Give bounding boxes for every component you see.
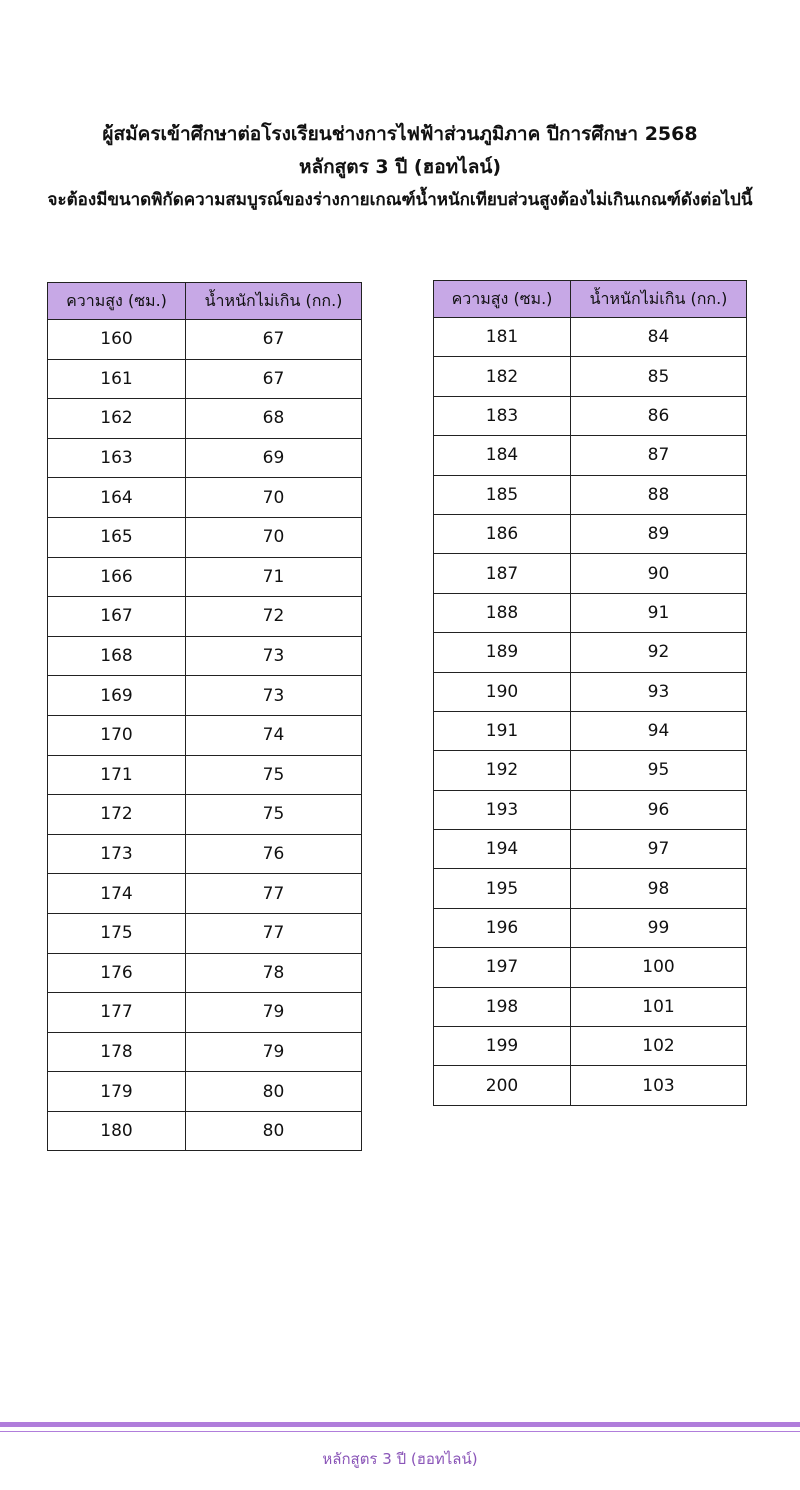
- table-row: [48, 795, 362, 835]
- weight-cell: 69: [186, 438, 362, 478]
- height-cell: 176: [48, 953, 186, 993]
- weight-cell: 79: [186, 993, 362, 1033]
- table-row: [434, 830, 747, 869]
- table-row: [434, 672, 747, 711]
- height-weight-table-left: [47, 282, 362, 1151]
- table-row: [48, 1111, 362, 1151]
- height-cell: 184: [434, 436, 571, 475]
- weight-cell: 101: [571, 987, 747, 1026]
- weight-cell: 96: [571, 790, 747, 829]
- weight-cell: 84: [571, 318, 747, 357]
- height-cell: 197: [434, 948, 571, 987]
- table-row: [434, 593, 747, 632]
- height-cell: 181: [434, 318, 571, 357]
- table-row: [434, 948, 747, 987]
- table-row: [48, 557, 362, 597]
- height-cell: 172: [48, 795, 186, 835]
- weight-cell: 86: [571, 396, 747, 435]
- footer-divider-thick: [0, 1422, 800, 1427]
- height-cell: 160: [48, 320, 186, 360]
- table-row: [434, 436, 747, 475]
- table-row: [48, 993, 362, 1033]
- height-cell: 174: [48, 874, 186, 914]
- height-cell: 198: [434, 987, 571, 1026]
- table-row: [434, 987, 747, 1026]
- height-cell: 161: [48, 359, 186, 399]
- height-cell: 169: [48, 676, 186, 716]
- column-header-height: ความสูง (ซม.): [434, 281, 571, 318]
- height-cell: 162: [48, 399, 186, 439]
- table-row: [434, 318, 747, 357]
- weight-cell: 103: [571, 1066, 747, 1105]
- weight-cell: 100: [571, 948, 747, 987]
- weight-cell: 92: [571, 633, 747, 672]
- weight-cell: 94: [571, 711, 747, 750]
- column-header-weight: น้ำหนักไม่เกิน (กก.): [571, 281, 747, 318]
- weight-cell: 74: [186, 715, 362, 755]
- weight-cell: 75: [186, 795, 362, 835]
- table-row: [48, 517, 362, 557]
- table-row: [434, 908, 747, 947]
- document-subtitle: หลักสูตร 3 ปี (ฮอทไลน์): [298, 156, 502, 178]
- weight-cell: 99: [571, 908, 747, 947]
- table-header-row: [48, 283, 362, 320]
- table-row: [48, 834, 362, 874]
- weight-cell: 72: [186, 597, 362, 637]
- weight-cell: 93: [571, 672, 747, 711]
- weight-cell: 80: [186, 1111, 362, 1151]
- weight-cell: 67: [186, 320, 362, 360]
- height-cell: 188: [434, 593, 571, 632]
- weight-cell: 89: [571, 514, 747, 553]
- height-cell: 180: [48, 1111, 186, 1151]
- weight-cell: 75: [186, 755, 362, 795]
- height-cell: 182: [434, 357, 571, 396]
- weight-cell: 77: [186, 913, 362, 953]
- column-header-height: ความสูง (ซม.): [48, 283, 186, 320]
- weight-cell: 78: [186, 953, 362, 993]
- height-cell: 175: [48, 913, 186, 953]
- height-cell: 178: [48, 1032, 186, 1072]
- table-row: [434, 1066, 747, 1105]
- table-row: [48, 399, 362, 439]
- document-description: จะต้องมีขนาดพิกัดความสมบูรณ์ของร่างกายเกณฑ์น้ำหนักเทียบส่วนสูงต้องไม่เกินเกณฑ์ดังต่อไปนี้: [47, 190, 753, 210]
- weight-cell: 80: [186, 1072, 362, 1112]
- weight-cell: 71: [186, 557, 362, 597]
- weight-cell: 88: [571, 475, 747, 514]
- document-title: ผู้สมัครเข้าศึกษาต่อโรงเรียนช่างการไฟฟ้าส่วนภูมิภาค ปีการศึกษา 2568: [102, 123, 698, 145]
- height-cell: 196: [434, 908, 571, 947]
- weight-cell: 98: [571, 869, 747, 908]
- table-row: [48, 438, 362, 478]
- weight-cell: 70: [186, 478, 362, 518]
- height-cell: 170: [48, 715, 186, 755]
- height-cell: 165: [48, 517, 186, 557]
- height-cell: 164: [48, 478, 186, 518]
- weight-cell: 73: [186, 636, 362, 676]
- weight-cell: 70: [186, 517, 362, 557]
- table-row: [48, 874, 362, 914]
- table-row: [434, 1027, 747, 1066]
- table-row: [48, 715, 362, 755]
- table-row: [434, 554, 747, 593]
- height-cell: 199: [434, 1027, 571, 1066]
- height-cell: 167: [48, 597, 186, 637]
- table-row: [434, 514, 747, 553]
- weight-cell: 79: [186, 1032, 362, 1072]
- table-row: [434, 357, 747, 396]
- table-row: [434, 869, 747, 908]
- weight-cell: 91: [571, 593, 747, 632]
- height-cell: 189: [434, 633, 571, 672]
- table-header-row: [434, 281, 747, 318]
- height-cell: 195: [434, 869, 571, 908]
- weight-cell: 73: [186, 676, 362, 716]
- table-body: [48, 320, 362, 1151]
- weight-cell: 85: [571, 357, 747, 396]
- height-cell: 173: [48, 834, 186, 874]
- table-row: [48, 636, 362, 676]
- table-row: [434, 633, 747, 672]
- table-row: [434, 790, 747, 829]
- weight-cell: 97: [571, 830, 747, 869]
- height-cell: 193: [434, 790, 571, 829]
- height-cell: 179: [48, 1072, 186, 1112]
- weight-cell: 76: [186, 834, 362, 874]
- column-header-weight: น้ำหนักไม่เกิน (กก.): [186, 283, 362, 320]
- weight-cell: 90: [571, 554, 747, 593]
- weight-cell: 95: [571, 751, 747, 790]
- height-weight-table-right: [433, 280, 747, 1106]
- height-cell: 200: [434, 1066, 571, 1105]
- height-cell: 177: [48, 993, 186, 1033]
- table-row: [48, 913, 362, 953]
- table-row: [434, 711, 747, 750]
- height-cell: 163: [48, 438, 186, 478]
- table-row: [48, 1072, 362, 1112]
- table-row: [434, 475, 747, 514]
- table-row: [434, 751, 747, 790]
- weight-cell: 67: [186, 359, 362, 399]
- weight-cell: 102: [571, 1027, 747, 1066]
- height-cell: 191: [434, 711, 571, 750]
- table-row: [48, 478, 362, 518]
- table-row: [48, 359, 362, 399]
- table-row: [48, 320, 362, 360]
- table-row: [48, 953, 362, 993]
- height-cell: 186: [434, 514, 571, 553]
- height-cell: 194: [434, 830, 571, 869]
- weight-cell: 77: [186, 874, 362, 914]
- height-cell: 171: [48, 755, 186, 795]
- height-cell: 183: [434, 396, 571, 435]
- height-cell: 185: [434, 475, 571, 514]
- height-cell: 187: [434, 554, 571, 593]
- weight-cell: 68: [186, 399, 362, 439]
- height-cell: 166: [48, 557, 186, 597]
- table-row: [48, 676, 362, 716]
- weight-cell: 87: [571, 436, 747, 475]
- document-header: [0, 118, 800, 217]
- table-row: [48, 1032, 362, 1072]
- height-cell: 168: [48, 636, 186, 676]
- footer-text: หลักสูตร 3 ปี (ฮอทไลน์): [322, 1450, 478, 1468]
- table-row: [48, 755, 362, 795]
- height-cell: 190: [434, 672, 571, 711]
- table-row: [48, 597, 362, 637]
- table-row: [434, 396, 747, 435]
- height-cell: 192: [434, 751, 571, 790]
- footer-divider-thin: [0, 1431, 800, 1432]
- table-body: [434, 318, 747, 1106]
